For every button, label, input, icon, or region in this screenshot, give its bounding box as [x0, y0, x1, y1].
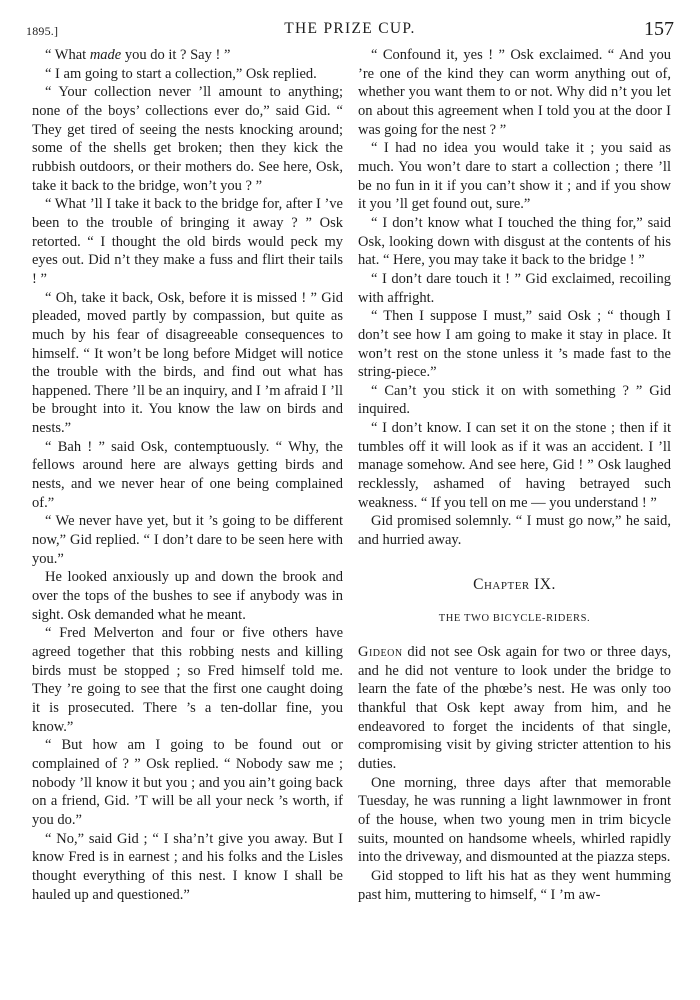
header-year: 1895.]: [26, 24, 59, 38]
paragraph: “ I am going to start a collection,” Osk replied.: [45, 65, 317, 82]
chapter-opening-paragraph: Gideon did not see Osk again for two or three days, and he did not venture to look under the bridge to learn the fate of the phœbe’s nest. He was only too thankful that Osk kept away from him, and he endeavored to forget the incidents of that single, compromising visit by giving stricter attention to his duties.: [358, 644, 671, 772]
paragraph: “ No,” said Gid ; “ I sha’n’t give you away. But I know Fred is in earnest ; and his folks and the Lisles thought everything of this nest. I know I shall be hauled up and questioned.”: [32, 830, 343, 903]
paragraph: “ I had no idea you would take it ; you said as much. You won’t dare to start a collection ; there ’ll be no fun in it if you can’t show it ; and if you show it you ’ll get found out, sure.”: [358, 140, 671, 213]
opening-word: Gideon: [358, 644, 403, 661]
paragraph: “ Bah ! ” said Osk, contemptuously. “ Why, the fellows around here are always getting birds and nests, and we never hear of one being complained of.”: [32, 438, 343, 511]
paragraph: “ I don’t dare touch it ! ” Gid exclaimed, recoiling with affright.: [358, 270, 671, 306]
paragraph: “ What made you do it ? Say ! ”: [45, 47, 231, 63]
paragraph: He looked anxiously up and down the brook and over the tops of the bushes to see if anybody was in sight. Osk demanded what he meant.: [32, 569, 343, 623]
paragraph: Gid stopped to lift his hat as they went humming past him, muttering to himself, “ I ’m aw-: [358, 867, 671, 903]
chapter-heading: Chapter IX.: [473, 575, 556, 593]
left-column: [32, 46, 343, 904]
page-number: 157: [644, 18, 674, 40]
paragraph: “ We never have yet, but it ’s going to be different now,” Gid replied. “ I don’t dare to be seen here with you.”: [32, 513, 343, 567]
paragraph: “ What ’ll I take it back to the bridge for, after I ’ve been to the trouble of bringing it away ? ” Osk retorted. “ I thought the old birds would peck my eyes out. Did n’t they make a fuss and flirt their tails ! ”: [32, 196, 343, 287]
paragraph: “ Then I suppose I must,” said Osk ; “ though I don’t see how I am going to make it stay in place. It won’t rest on the stone unless it ’s made fast to the string-piece.”: [358, 308, 671, 381]
paragraph: “ I don’t know. I can set it on the stone ; then if it tumbles off it will look as if it was an accident. I ’ll manage somehow. And see here, Gid ! ” Osk laughed recklessly, ashamed of having betrayed such weakness. “ If you tell on me — you understand ! ”: [358, 420, 671, 511]
paragraph: “ Oh, take it back, Osk, before it is missed ! ” Gid pleaded, moved partly by compassion, but quite as much by his fear of disagreeable consequences to himself. “ It won’t be long before Midget will notice the trouble with the birds, and find out what has happened. There ’ll be an inquiry, and I ’m afraid I ’ll be brought into it. You know the law on birds and nests.”: [32, 289, 343, 437]
paragraph: “ Fred Melverton and four or five others have agreed together that this robbing nests and killing birds must be stopped ; so Fred himself told me. They ’re going to see that the first one caught doing it is prosecuted. There ’s a ten-dollar fine, you know.”: [32, 625, 343, 735]
right-column: [358, 46, 671, 904]
paragraph: “ But how am I going to be found out or complained of ? ” Osk replied. “ Nobody saw me ; nobody ’ll know it but you ; and you ain’t going back on a friend, Gid. ’T will be all your neck ’s worth, if you do.”: [32, 737, 343, 828]
paragraph: “ Confound it, yes ! ” Osk exclaimed. “ And you ’re one of the kind they can worm anything out of, whether you want them to or not. Why did n’t you let on about this agreement when I told you at the door I was going for the nest ? ”: [358, 47, 671, 138]
paragraph: Gid promised solemnly. “ I must go now,” he said, and hurried away.: [358, 513, 671, 549]
paragraph: “ I don’t know what I touched the thing for,” said Osk, looking down with disgust at the contents of his hat. “ Here, you may take it back to the bridge ! ”: [358, 214, 671, 269]
paragraph: “ Can’t you stick it on with something ? ” Gid inquired.: [358, 382, 671, 418]
paragraph: One morning, three days after that memorable Tuesday, he was running a light lawnmower in front of the house, when two young men in trim bicycle suits, mounted on handsome wheels, whirled rapidly into the driveway, and dismounted at the piazza steps.: [358, 774, 671, 866]
header-title: THE PRIZE CUP.: [284, 20, 416, 37]
chapter-subtitle: THE TWO BICYCLE-RIDERS.: [438, 613, 591, 625]
paragraph: “ Your collection never ’ll amount to anything; none of the boys’ collections ever do,” said Gid. “ They get tired of seeing the nests knocking around; some of the shells get broken; then they kick the rubbish outdoors, or their mothers do. See here, Osk, take it back to the bridge, won’t you ? ”: [32, 84, 343, 194]
running-header: [26, 18, 674, 42]
